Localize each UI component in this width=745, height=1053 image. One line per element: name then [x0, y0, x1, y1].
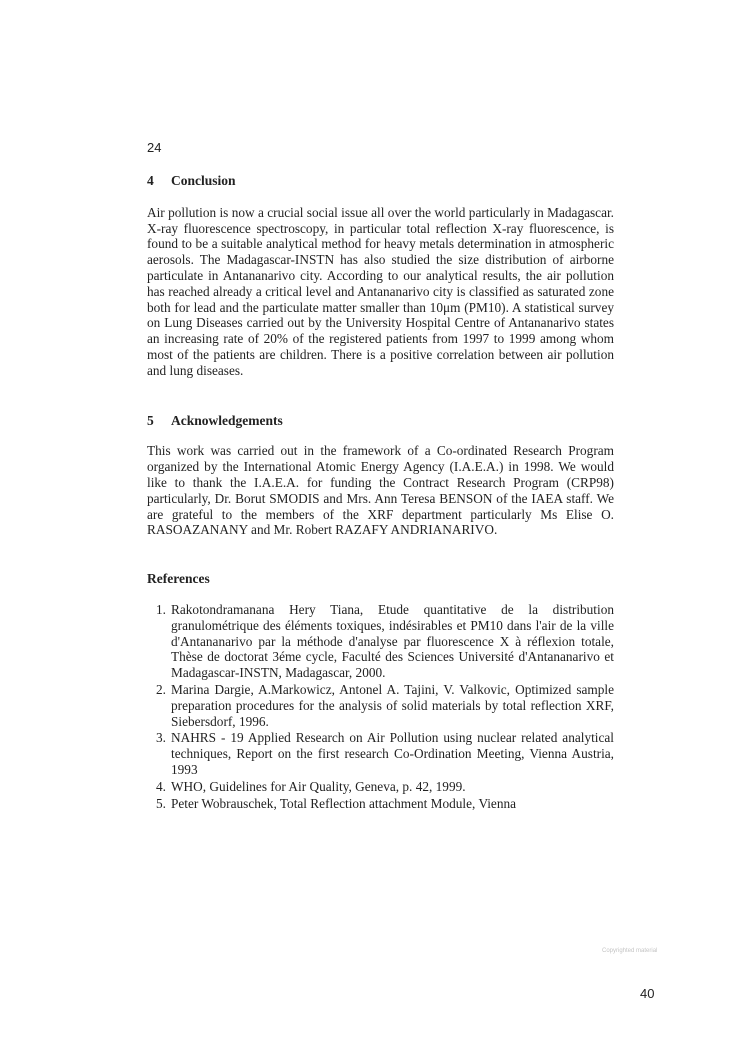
reference-item [147, 730, 614, 777]
acknowledgements-paragraph: This work was carried out in the framework of a Co-ordinated Research Program organized by the International Atomic Energy Agency (I.A.E.A.) in 1998. We would like to thank the I.A.E.A. for funding the Contract Research Program (CRP98) particularly, Dr. Borut SMODIS and Mrs. Ann Teresa BENSON of the IAEA staff. We are grateful to the members of the XRF department particularly Ms Elise O. RASOAZANANY and Mr. Robert RAZAFY ANDRIANARIVO. [147, 443, 614, 538]
reference-number: 1. [156, 601, 166, 617]
page-content [147, 173, 614, 812]
section-number: 4 [147, 173, 154, 188]
reference-text: Marina Dargie, A.Markowicz, Antonel A. Tajini, V. Valkovic, Optimized sample preparation procedures for the analysis of solid materials by total reflection XRF, Siebersdorf, 1996. [171, 681, 614, 729]
reference-number: 3. [156, 730, 166, 746]
reference-text: Rakotondramanana Hery Tiana, Etude quantitative de la distribution granulométrique des éléments toxiques, indésirables et PM10 dans l'air de la ville d'Antananarivo par la méthode d'analyse par fluorescence X à réflexion totale, Thèse de doctorat 3éme cycle, Faculté des Sciences Université d'Antananarivo et Madagascar-INSTN, Madagascar, 2000. [171, 601, 614, 681]
page-number-bottom: 40 [640, 986, 655, 1001]
references-heading: References [147, 571, 210, 587]
reference-item [147, 682, 614, 729]
section-title: Acknowledgements [171, 412, 283, 428]
reference-item [147, 796, 614, 812]
page-number-top: 24 [147, 140, 162, 155]
reference-text: NAHRS - 19 Applied Research on Air Pollution using nuclear related analytical techniques, Report on the first research Co-Ordination Meeting, Vienna Austria, 1993 [171, 730, 614, 777]
acknowledgements-heading [147, 413, 614, 429]
reference-number: 2. [156, 681, 166, 697]
reference-text: Peter Wobrauschek, Total Reflection attachment Module, Vienna [171, 795, 517, 811]
conclusion-paragraph: Air pollution is now a crucial social issue all over the world particularly in Madagascar. X-ray fluorescence spectroscopy, in particular total reflection X-ray fluorescence, is found to be a suitable analytical method for heavy metals determination in atmospheric aerosols. The Madagascar-INSTN has also studied the size distribution of airborne particulate in Antananarivo city. According to our analytical results, the air pollution has reached already a critical level and Antananarivo city is classified as saturated zone both for lead and the particulate matter smaller than 10μm (PM10). A statistical survey on Lung Diseases carried out by the University Hospital Centre of Antananarivo states an increasing rate of 20% of the registered patients from 1997 to 1999 among whom most of the patients are children. There is a positive correlation between air pollution and lung diseases. [147, 204, 614, 378]
conclusion-heading [147, 173, 614, 189]
reference-item [147, 779, 614, 795]
section-title: Conclusion [171, 173, 236, 188]
copyright-watermark: Copyrighted material [602, 948, 658, 954]
reference-list [147, 602, 614, 811]
reference-text: WHO, Guidelines for Air Quality, Geneva, p. 42, 1999. [171, 778, 466, 794]
section-number: 5 [147, 412, 154, 428]
reference-number: 5. [156, 795, 166, 811]
reference-number: 4. [156, 778, 166, 794]
reference-item [147, 602, 614, 681]
